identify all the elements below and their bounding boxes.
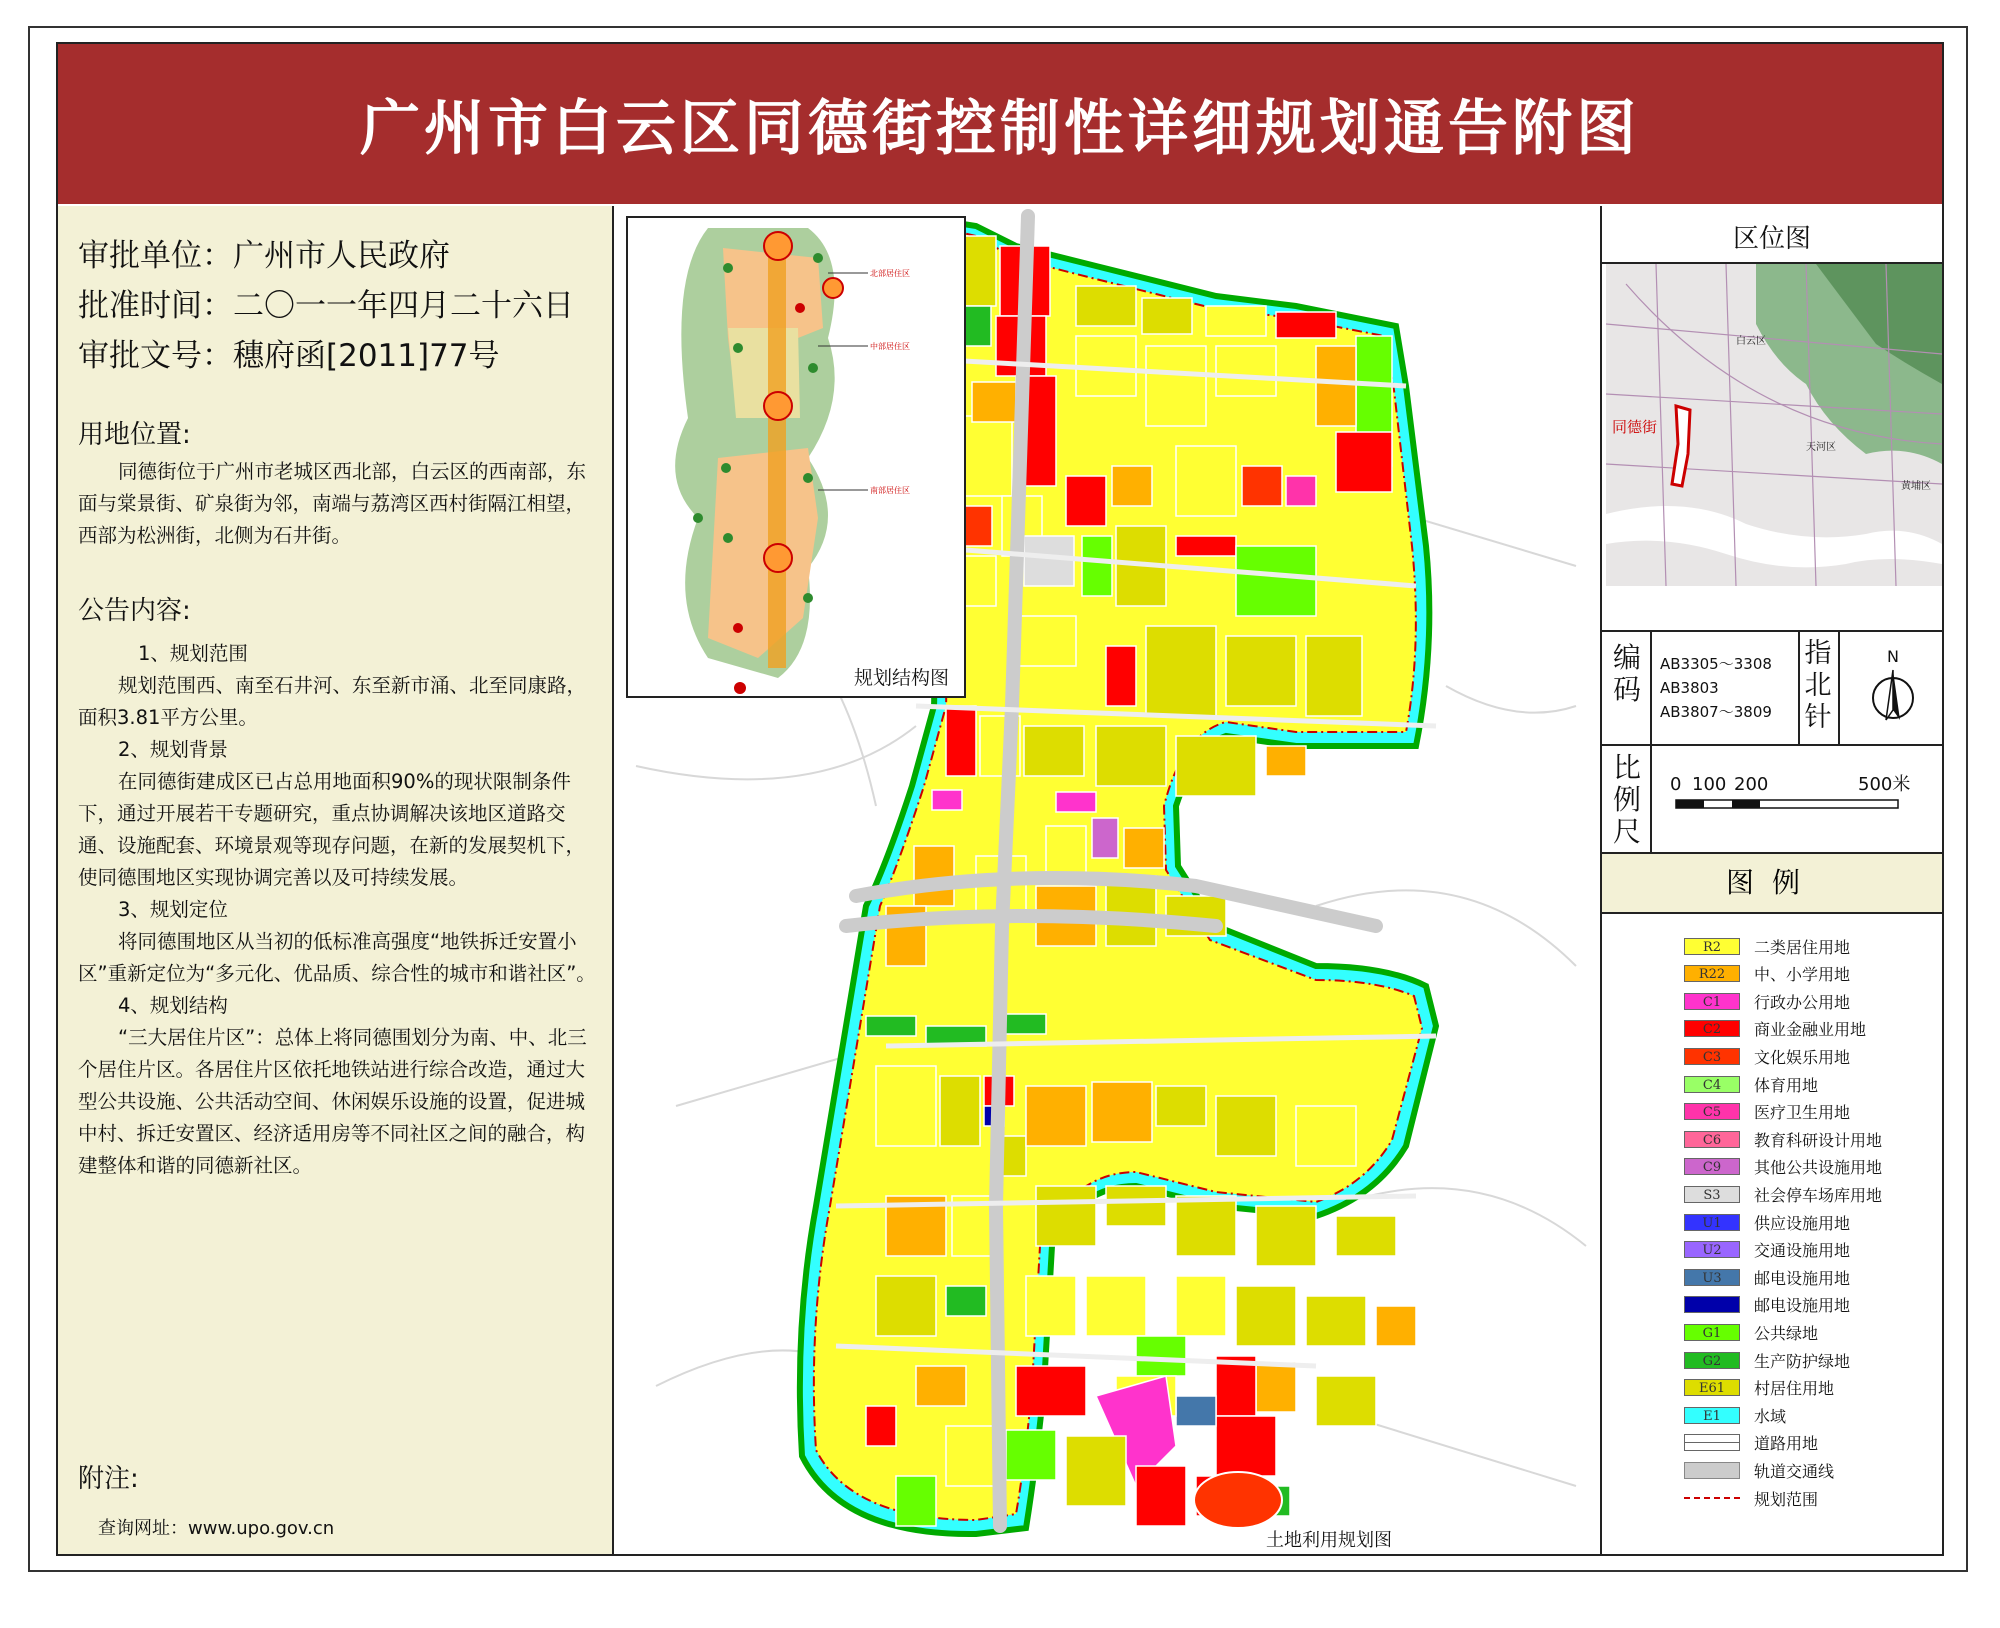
legend-label: 医疗卫生用地 <box>1754 1103 1851 1123</box>
legend-code: C3 <box>1702 1049 1722 1065</box>
legend-swatch <box>1684 1296 1740 1313</box>
legend-code: U3 <box>1702 1270 1722 1286</box>
approval-unit: 审批单位：广州市人民政府 <box>78 238 450 274</box>
page-title: 广州市白云区同德街控制性详细规划通告附图 <box>360 94 1640 164</box>
legend-swatch <box>1684 1241 1740 1258</box>
legend-code: R22 <box>1698 967 1726 983</box>
legend-code: U1 <box>1702 1215 1722 1231</box>
legend-item <box>1684 1074 1818 1094</box>
location-map-title: 区位图 <box>1732 224 1811 254</box>
legend-code: S3 <box>1703 1187 1721 1203</box>
tianhe-label: 天河区 <box>1806 442 1836 453</box>
legend-item <box>1684 1240 1850 1260</box>
legend-code: G1 <box>1702 1325 1722 1341</box>
inset-caption: 规划结构图 <box>854 667 950 689</box>
north-zone-label: 北部居住区 <box>870 269 910 278</box>
legend-label: 水域 <box>1754 1406 1787 1426</box>
s2-title: 2、规划背景 <box>118 738 228 761</box>
scale-tick: 500米 <box>1858 774 1911 795</box>
code-value: AB3305～3308 <box>1660 655 1772 673</box>
legend-swatch <box>1684 1269 1740 1286</box>
scale-tick: 100 <box>1692 774 1727 795</box>
legend-item <box>1684 1157 1882 1177</box>
legend-label: 公共绿地 <box>1754 1323 1819 1343</box>
legend-label: 体育用地 <box>1754 1075 1819 1095</box>
structure-map <box>628 218 964 696</box>
legend-label: 村居住用地 <box>1754 1379 1835 1399</box>
code-value: AB3807～3809 <box>1660 703 1772 721</box>
legend-item <box>1684 1212 1850 1232</box>
query-url: 查询网址：www.upo.gov.cn <box>98 1518 335 1539</box>
site-label: 同德街 <box>1612 418 1658 436</box>
legend-code: E1 <box>1703 1408 1721 1424</box>
legend-item <box>1684 1322 1818 1342</box>
legend-label: 商业金融业用地 <box>1754 1020 1867 1040</box>
legend-label: 行政办公用地 <box>1754 992 1851 1012</box>
legend-code: R2 <box>1702 939 1722 955</box>
legend-swatch <box>1684 1462 1740 1479</box>
legend-label: 邮电设施用地 <box>1754 1268 1851 1288</box>
legend-label: 生产防护绿地 <box>1754 1351 1851 1371</box>
legend-label: 道路用地 <box>1754 1434 1819 1454</box>
legend-code: C4 <box>1702 1077 1722 1093</box>
legend-item <box>1684 1046 1850 1066</box>
location-heading: 用地位置: <box>78 420 191 450</box>
legend-code: C2 <box>1702 1022 1722 1038</box>
legend-label: 规划范围 <box>1754 1489 1819 1509</box>
legend <box>1602 0 1942 1554</box>
legend-label: 中、小学用地 <box>1754 965 1851 985</box>
legend-item <box>1684 1102 1850 1122</box>
legend-swatch <box>1684 1103 1740 1120</box>
main-map-caption: 土地利用规划图 <box>1266 1530 1392 1551</box>
location-text: 同德街位于广州市老城区西北部，白云区的西南部，东面与棠景街、矿泉街为邻，南端与荔湾区西村街隔江相望，西部为松洲街，北侧为石井街。 <box>78 460 587 547</box>
legend-swatch <box>1684 1324 1740 1341</box>
legend-swatch <box>1684 1131 1740 1148</box>
huangpu-label: 黄埔区 <box>1901 481 1931 492</box>
legend-code: E61 <box>1698 1381 1726 1397</box>
legend-label: 邮电设施用地 <box>1754 1296 1851 1316</box>
approval-date: 批准时间：二〇一一年四月二十六日 <box>78 288 574 324</box>
legend-item <box>1684 1184 1882 1204</box>
code-label: 编码 <box>1612 641 1641 706</box>
legend-label: 文化娱乐用地 <box>1754 1047 1851 1067</box>
legend-label: 轨道交通线 <box>1754 1461 1835 1481</box>
legend-code: G2 <box>1702 1353 1722 1369</box>
legend-item <box>1684 1019 1866 1039</box>
legend-item <box>1684 936 1850 956</box>
legend-item <box>1684 1460 1834 1480</box>
legend-label: 二类居住用地 <box>1754 937 1851 957</box>
legend-swatch <box>1684 1407 1740 1424</box>
legend-label: 供应设施用地 <box>1754 1213 1851 1233</box>
legend-title: 图例 <box>1602 854 1942 914</box>
legend-swatch <box>1684 1379 1740 1396</box>
svg-text:N: N <box>1887 648 1899 666</box>
legend-swatch <box>1684 938 1740 955</box>
s4-title: 4、规划结构 <box>118 994 228 1017</box>
south-zone-label: 南部居住区 <box>870 486 910 495</box>
legend-swatch <box>1684 965 1740 982</box>
legend-item <box>1684 1129 1882 1149</box>
s1-title: 1、规划范围 <box>138 642 248 665</box>
north-label: 指北针 <box>1804 638 1832 733</box>
legend-swatch <box>1684 1186 1740 1203</box>
scale-tick: 200 <box>1734 774 1769 795</box>
s3-title: 3、规划定位 <box>118 898 228 921</box>
legend-item <box>1684 1267 1850 1287</box>
s2-text: 在同德街建成区已占总用地面积90%的现状限制条件下，通过开展若干专题研究，重点协调解决该地区道路交通、设施配套、环境景观等现存问题，在新的发展契机下，使同德围地区实现协调完善以及可持续发展。 <box>78 770 586 889</box>
code-value: AB3803 <box>1660 679 1719 697</box>
legend-item <box>1684 1350 1850 1370</box>
legend-code: C9 <box>1702 1160 1722 1176</box>
notice-heading: 公告内容: <box>78 596 191 626</box>
text-panel <box>58 206 614 1554</box>
legend-label: 交通设施用地 <box>1754 1241 1851 1261</box>
notes-heading: 附注: <box>78 1464 139 1494</box>
legend-swatch <box>1684 1214 1740 1231</box>
legend-label: 其他公共设施用地 <box>1754 1158 1883 1178</box>
legend-swatch <box>1684 1020 1740 1037</box>
mid-zone-label: 中部居住区 <box>870 342 910 351</box>
baiyun-label: 白云区 <box>1736 336 1766 347</box>
legend-item <box>1684 1488 1818 1508</box>
legend-label: 教育科研设计用地 <box>1754 1130 1883 1150</box>
legend-code: C6 <box>1702 1132 1722 1148</box>
legend-swatch <box>1684 1497 1740 1499</box>
legend-code: C1 <box>1702 994 1722 1010</box>
legend-swatch <box>1684 1434 1740 1451</box>
legend-swatch <box>1684 1076 1740 1093</box>
legend-item <box>1684 991 1850 1011</box>
legend-item <box>1684 1295 1850 1315</box>
s4-text: “三大居住片区”：总体上将同德围划分为南、中、北三个居住片区。各居住片区依托地铁站进行综合改造，通过大型公共设施、公共活动空间、休闲娱乐设施的设置，促进城中村、拆迁安置区、经济适用房等不同社区之间的融合，构建整体和谐的同德新社区。 <box>78 1026 587 1177</box>
scale-tick: 0 <box>1670 774 1682 795</box>
legend-swatch <box>1684 993 1740 1010</box>
legend-label: 社会停车场库用地 <box>1754 1185 1883 1205</box>
legend-swatch <box>1684 1158 1740 1175</box>
legend-swatch <box>1684 1048 1740 1065</box>
legend-code: C5 <box>1702 1105 1722 1121</box>
legend-item <box>1684 1378 1834 1398</box>
legend-code: U2 <box>1702 1243 1722 1259</box>
s3-text: 将同德围地区从当初的低标准高强度“地铁拆迁安置小区”重新定位为“多元化、优品质、综合性的城市和谐社区”。 <box>78 930 596 985</box>
notice-body <box>78 638 598 1182</box>
scale-label: 比例尺 <box>1612 751 1641 848</box>
legend-item <box>1684 1433 1818 1453</box>
legend-item <box>1684 964 1850 984</box>
s1-text: 规划范围西、南至石井河、东至新市涌、北至同康路，面积3.81平方公里。 <box>78 674 587 729</box>
structure-map-inset <box>626 216 966 698</box>
legend-swatch <box>1684 1352 1740 1369</box>
legend-item <box>1684 1405 1786 1425</box>
approval-doc: 审批文号：穗府函[2011]77号 <box>78 338 500 374</box>
